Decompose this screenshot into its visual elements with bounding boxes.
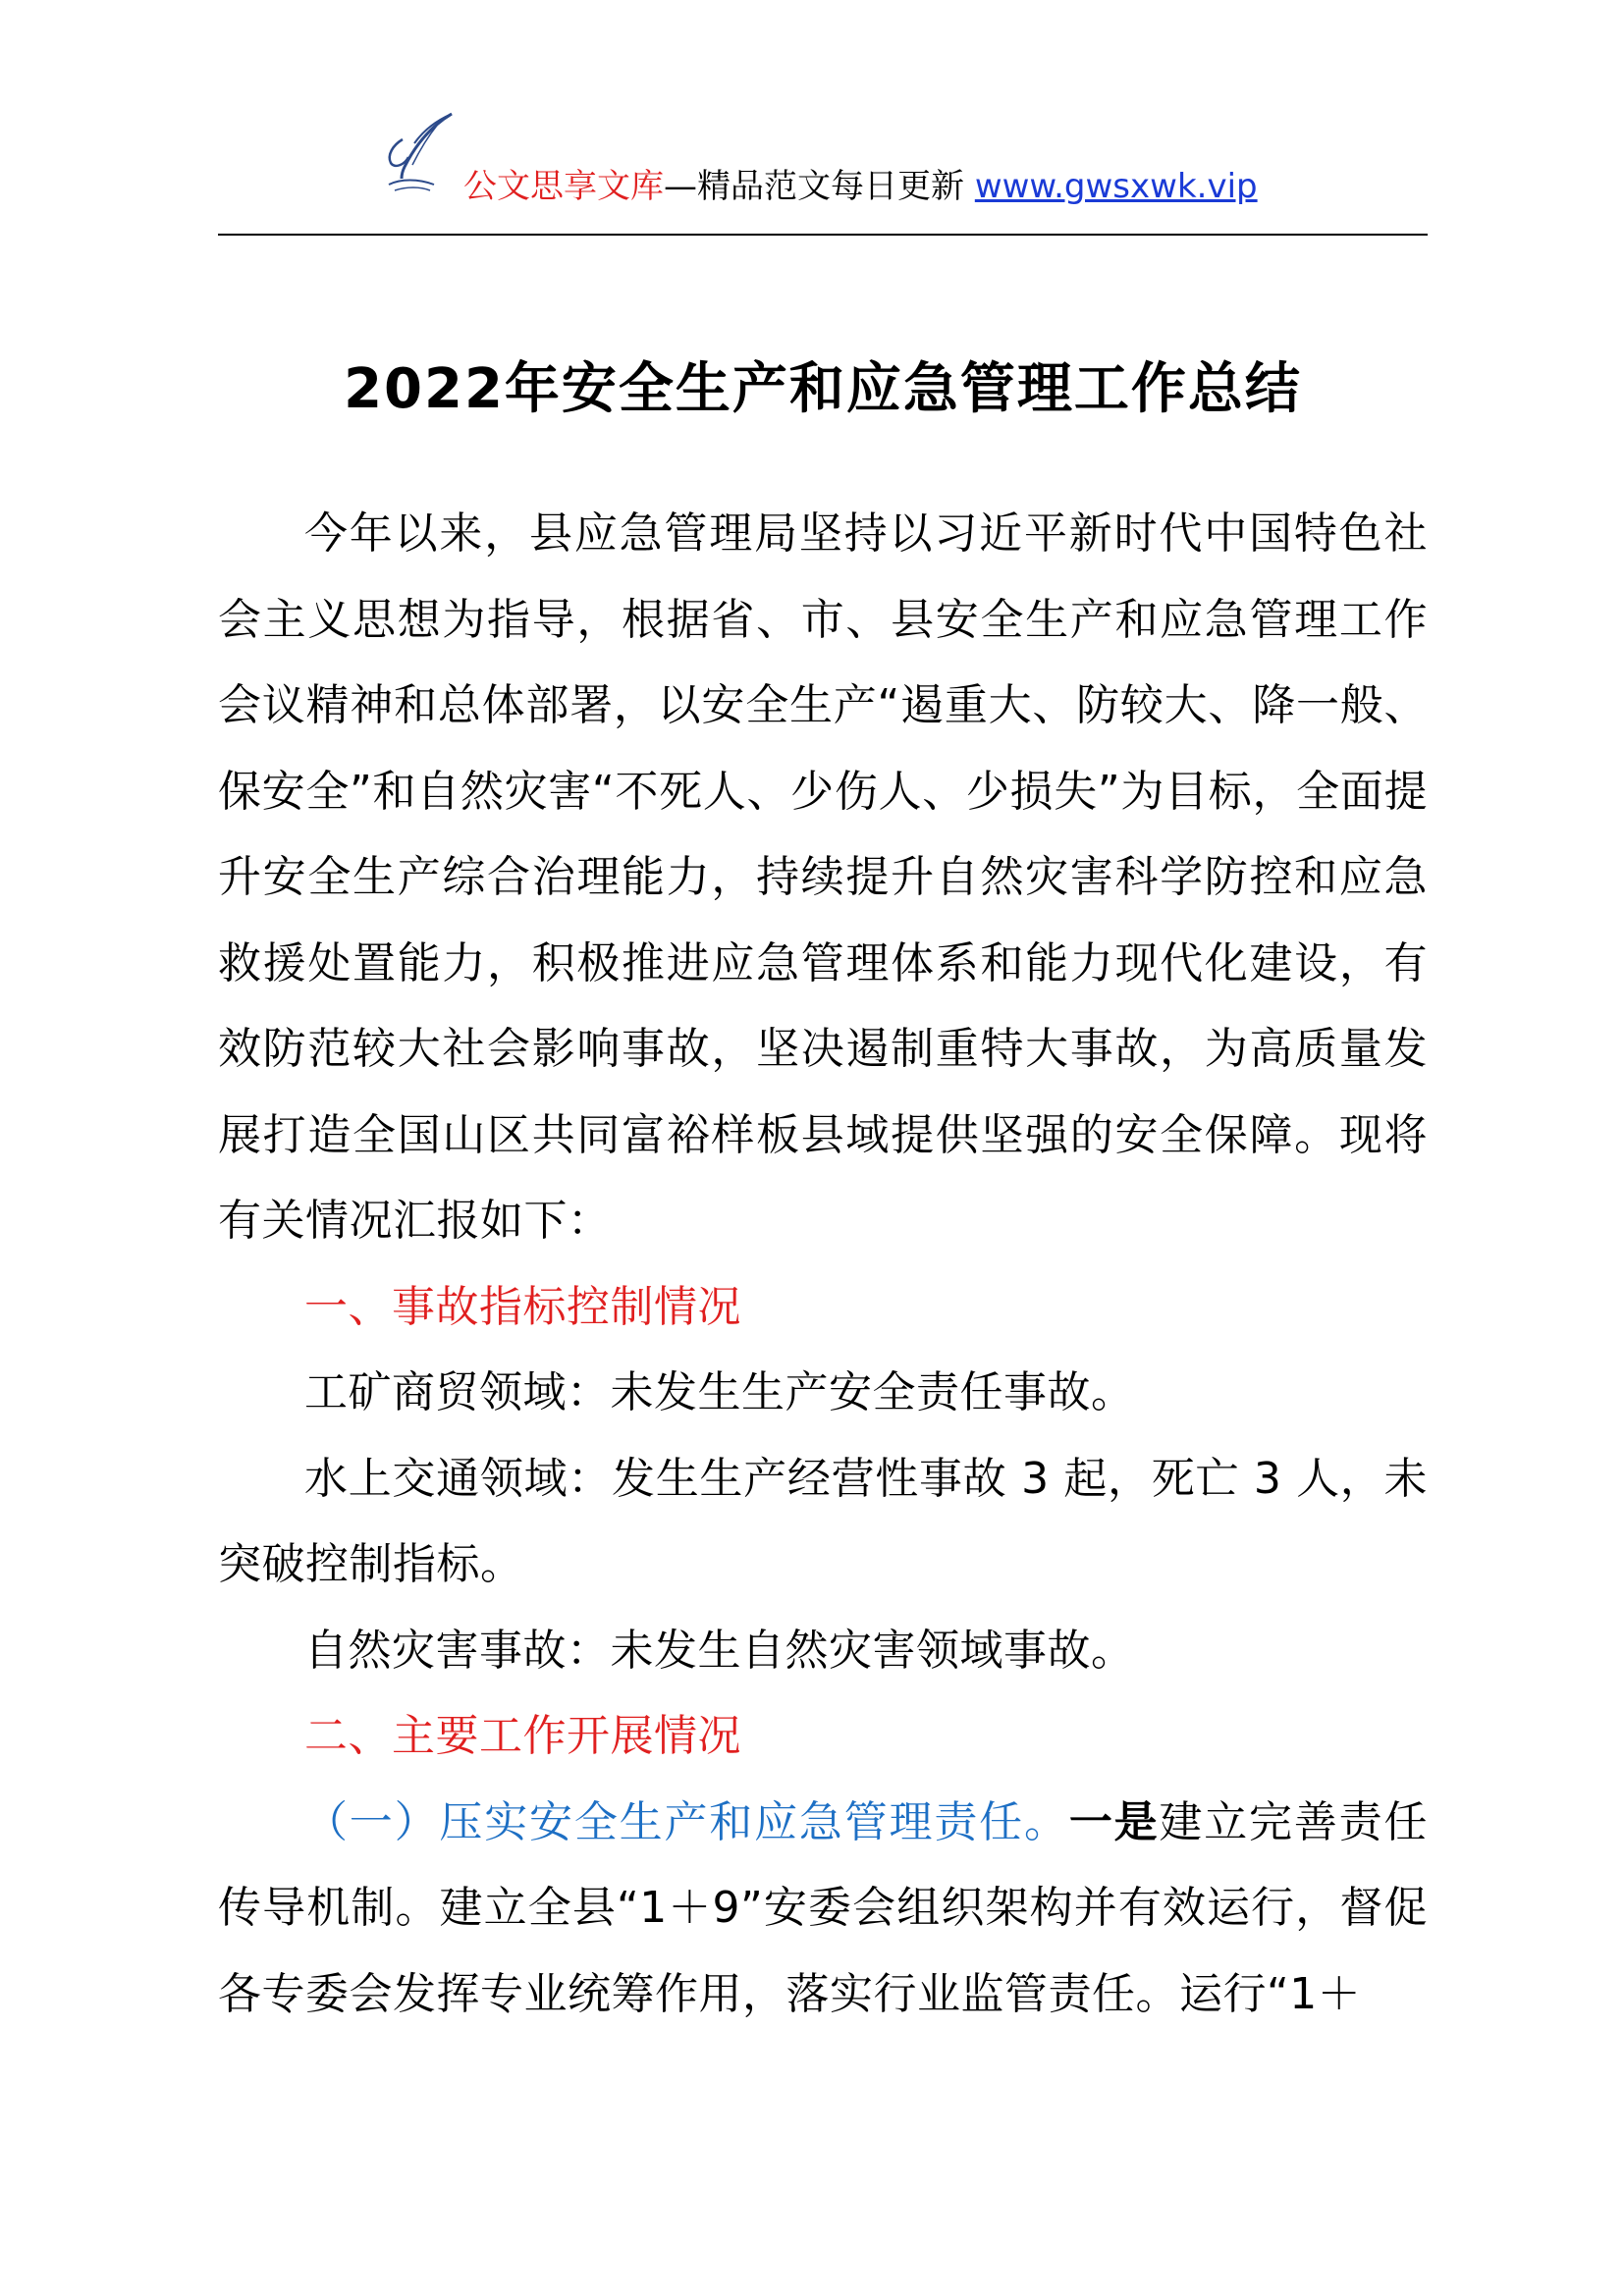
- section-heading-accident-control: 一、事故指标控制情况: [304, 1281, 741, 1332]
- paragraph-natural-disaster: 自然灾害事故：未发生自然灾害领域事故。: [304, 1625, 1135, 1676]
- document-title: 2022年安全生产和应急管理工作总结: [344, 357, 1302, 421]
- paragraph-water-traffic: 水上交通领域：发生生产经营性事故 3 起，死亡 3 人，未突破控制指标。: [218, 1453, 1428, 1589]
- subsection-heading-responsibility: （一）压实安全生产和应急管理责任。: [304, 1796, 1069, 1847]
- quill-pen-logo-icon: [375, 110, 461, 196]
- page-header: [218, 108, 1428, 236]
- point-lead-first: 一是: [1068, 1796, 1160, 1847]
- site-url-link[interactable]: www.gwsxwk.vip: [974, 167, 1258, 206]
- section-heading-main-work: 二、主要工作开展情况: [304, 1711, 741, 1761]
- intro-paragraph: 今年以来，县应急管理局坚持以习近平新时代中国特色社会主义思想为指导，根据省、市、县安全生产和应急管理工作会议精神和总体部署，以安全生产“遏重大、防较大、降一般、保安全”和自然灾害“不死人、少伤人、少损失”为目标，全面提升安全生产综合治理能力，持续提升自然灾害科学防控和应急救援处置能力，积极推进应急管理体系和能力现代化建设，有效防范较大社会影响事故，坚决遏制重特大事故，为高质量发展打造全国山区共同富裕样板县域提供坚强的安全保障。现将有关情况汇报如下：: [218, 508, 1428, 1246]
- paragraph-responsibility: [218, 1780, 1428, 2038]
- paragraph-industry: 工矿商贸领域：未发生生产安全责任事故。: [304, 1367, 1135, 1417]
- header-banner: [463, 165, 1258, 208]
- point-text-first: 建立完善责任传导机制。建立全县“1＋9”安委会组织架构并有效运行，督促各专委会发挥专业统筹作用，落实行业监管责任。运行“1＋: [218, 1796, 1428, 2019]
- site-name: 公文思享文库: [463, 167, 664, 206]
- site-tagline: —精品范文每日更新: [664, 167, 975, 206]
- document-body: [218, 491, 1428, 2037]
- header-divider: [218, 234, 1428, 236]
